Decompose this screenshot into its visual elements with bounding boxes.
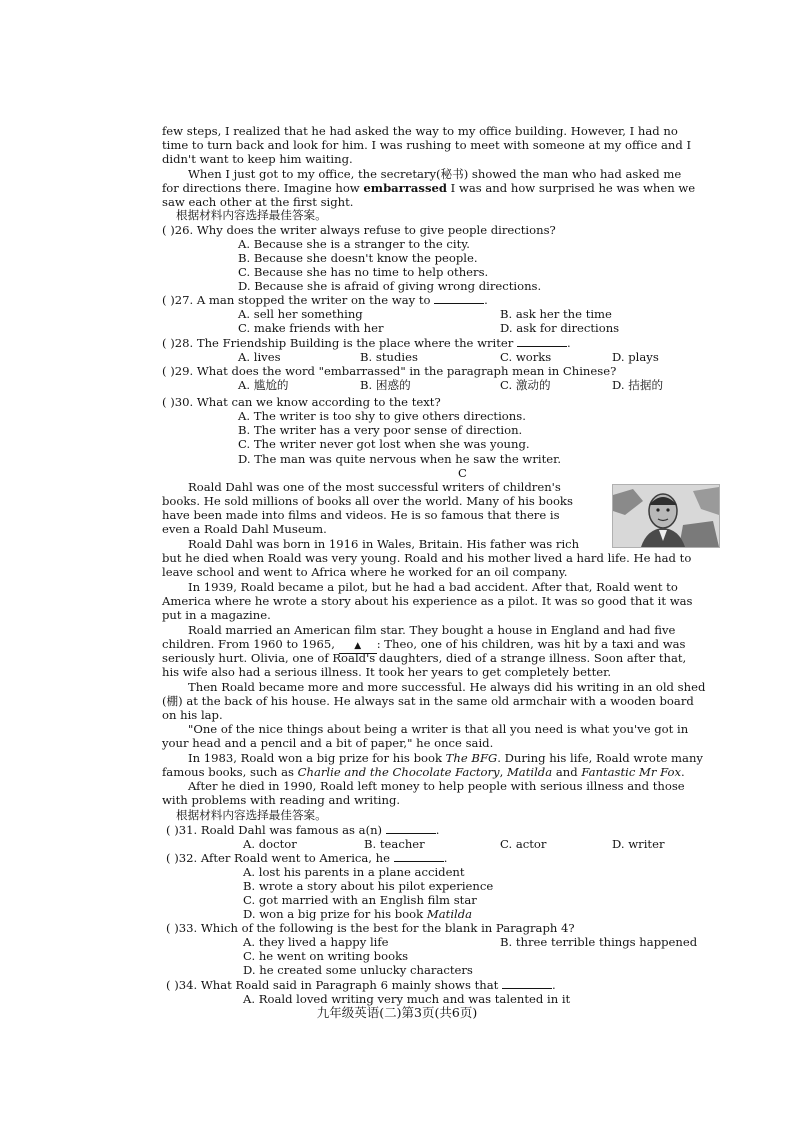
passage-text: In 1983, Roald won a big prize for his book — [188, 751, 446, 765]
option: C. works — [500, 350, 552, 364]
blank-marker: ▲ — [339, 639, 377, 654]
passage-line: but he died when Roald was very young. Roald and his mother lived a hard life. He had to — [162, 551, 692, 565]
passage-line: put in a magazine. — [162, 608, 271, 622]
option: B. studies — [360, 350, 418, 364]
question-stem: ( )31. Roald Dahl was famous as a(n) . — [166, 823, 440, 837]
stem-text: ( )31. Roald Dahl was famous as a(n) — [166, 823, 383, 837]
option: B. Because she doesn't know the people. — [238, 251, 478, 265]
passage-line: even a Roald Dahl Museum. — [162, 522, 327, 536]
question-stem: ( )26. Why does the writer always refuse to give people directions? — [162, 223, 556, 237]
option: A. 尴尬的 — [238, 378, 289, 392]
instruction: 根据材料内容选择最佳答案。 — [176, 808, 327, 822]
passage-line: (棚) at the back of his house. He always sat in the same old armchair with a wooden board — [162, 694, 694, 708]
passage-line: didn't want to keep him waiting. — [162, 152, 353, 166]
question-stem: ( )29. What does the word "embarrassed" in the paragraph mean in Chinese? — [162, 364, 617, 378]
book-title: Matilda — [426, 907, 473, 921]
question-stem: ( )33. Which of the following is the best for the blank in Paragraph 4? — [166, 921, 575, 935]
book-title: Fantastic Mr Fox — [581, 765, 682, 779]
passage-line: Roald Dahl was born in 1916 in Wales, Britain. His father was rich — [188, 537, 580, 551]
option: C. actor — [500, 837, 547, 851]
book-title: The BFG — [445, 751, 498, 765]
passage-line: leave school and went to Africa where he worked for an oil company. — [162, 565, 568, 579]
passage-text: famous books, such as — [162, 765, 298, 779]
option: C. make friends with her — [238, 321, 384, 335]
option: D. plays — [612, 350, 659, 364]
option: D. writer — [612, 837, 665, 851]
option: A. doctor — [243, 837, 297, 851]
answer-blank — [502, 978, 552, 989]
section-label: C — [458, 466, 467, 480]
question-stem: ( )32. After Roald went to America, he . — [166, 851, 448, 865]
stem-text: ( )28. The Friendship Building is the place where the writer — [162, 336, 514, 350]
passage-line: Roald Dahl was one of the most successful writers of children's — [188, 480, 561, 494]
answer-blank — [434, 293, 484, 304]
option: A. lost his parents in a plane accident — [243, 865, 465, 879]
passage-line: After he died in 1990, Roald left money to help people with serious illness and those — [188, 779, 685, 793]
passage-line — [162, 765, 685, 779]
passage-text: and — [552, 765, 582, 779]
passage-text: : Theo, one of his children, was hit by a taxi and was — [376, 637, 686, 651]
option: B. wrote a story about his pilot experience — [243, 879, 494, 893]
passage-line: "One of the nice things about being a writer is that all you need is what you've got in — [188, 722, 689, 736]
option: D. he created some unlucky characters — [243, 963, 473, 977]
answer-blank — [394, 851, 444, 862]
passage-text: . — [681, 765, 685, 779]
option: C. he went on writing books — [243, 949, 409, 963]
option: D. Because she is afraid of giving wrong directions. — [238, 279, 542, 293]
passage-line: your head and a pencil and a bit of paper," he once said. — [162, 736, 494, 750]
passage-line: few steps, I realized that he had asked the way to my office building. However, I had no — [162, 124, 678, 138]
option: A. Roald loved writing very much and was talented in it — [243, 992, 571, 1006]
passage-line: When I just got to my office, the secretary(秘书) showed the man who had asked me — [188, 167, 682, 181]
option: A. lives — [238, 350, 281, 364]
portrait-image — [613, 485, 719, 547]
option: A. The writer is too shy to give others directions. — [238, 409, 526, 423]
passage-line: seriously hurt. Olivia, one of Roald's daughters, died of a strange illness. Soon after that, — [162, 651, 687, 665]
passage-text: for directions there. Imagine how — [162, 181, 364, 195]
passage-line — [188, 751, 703, 765]
option: A. sell her something — [238, 307, 363, 321]
question-stem: ( )28. The Friendship Building is the place where the writer . — [162, 336, 571, 350]
option — [243, 907, 472, 921]
option: D. The man was quite nervous when he saw the writer. — [238, 452, 562, 466]
passage-text: , — [499, 765, 507, 779]
option: B. The writer has a very poor sense of direction. — [238, 423, 523, 437]
passage-line: Roald married an American film star. They bought a house in England and had five — [188, 623, 676, 637]
answer-blank — [517, 336, 567, 347]
option: B. teacher — [364, 837, 425, 851]
instruction: 根据材料内容选择最佳答案。 — [176, 208, 327, 222]
option: B. ask her the time — [500, 307, 612, 321]
passage-text: . During his life, Roald wrote many — [497, 751, 703, 765]
page-footer: 九年级英语(二)第3页(共6页) — [316, 1005, 478, 1020]
passage-line: America where he wrote a story about his experience as a pilot. It was so good that it was — [162, 594, 693, 608]
question-stem: ( )27. A man stopped the writer on the way to . — [162, 293, 488, 307]
book-title: Matilda — [506, 765, 553, 779]
passage-text: children. From 1960 to 1965, — [162, 637, 339, 651]
option: D. ask for directions — [500, 321, 620, 335]
option: A. Because she is a stranger to the city. — [238, 237, 470, 251]
question-stem: ( )34. What Roald said in Paragraph 6 mainly shows that . — [166, 978, 556, 992]
stem-text: ( )32. After Roald went to America, he — [166, 851, 391, 865]
option: C. 激动的 — [500, 378, 551, 392]
option: C. The writer never got lost when she was young. — [238, 437, 530, 451]
stem-text: ( )34. What Roald said in Paragraph 6 mainly shows that — [166, 978, 499, 992]
passage-line: In 1939, Roald became a pilot, but he had a bad accident. After that, Roald went to — [188, 580, 678, 594]
author-photo — [612, 484, 720, 548]
option: A. they lived a happy life — [243, 935, 389, 949]
passage-line: time to turn back and look for him. I was rushing to meet with someone at my office and I — [162, 138, 692, 152]
option-text: D. won a big prize for his book — [243, 907, 427, 921]
passage-line: with problems with reading and writing. — [162, 793, 401, 807]
passage-line: Then Roald became more and more successful. He always did his writing in an old shed — [188, 680, 706, 694]
passage-line: have been made into films and videos. He is so famous that there is — [162, 508, 560, 522]
passage-line: saw each other at the first sight. — [162, 195, 354, 209]
answer-blank — [386, 823, 436, 834]
option: C. Because she has no time to help others. — [238, 265, 489, 279]
option: B. three terrible things happened — [500, 935, 698, 949]
passage-text: I was and how surprised he was when we — [446, 181, 696, 195]
passage-line — [162, 181, 695, 195]
passage-line: his wife also had a serious illness. It took her years to get completely better. — [162, 665, 612, 679]
option: D. 拮据的 — [612, 378, 664, 392]
option: C. got married with an English film star — [243, 893, 477, 907]
bold-word: embarrassed — [363, 181, 447, 195]
passage-line: on his lap. — [162, 708, 223, 722]
stem-text: ( )27. A man stopped the writer on the way to — [162, 293, 431, 307]
book-title: Charlie and the Chocolate Factory — [297, 765, 500, 779]
passage-line: books. He sold millions of books all over the world. Many of his books — [162, 494, 573, 508]
question-stem: ( )30. What can we know according to the text? — [162, 395, 441, 409]
option: B. 困惑的 — [360, 378, 411, 392]
